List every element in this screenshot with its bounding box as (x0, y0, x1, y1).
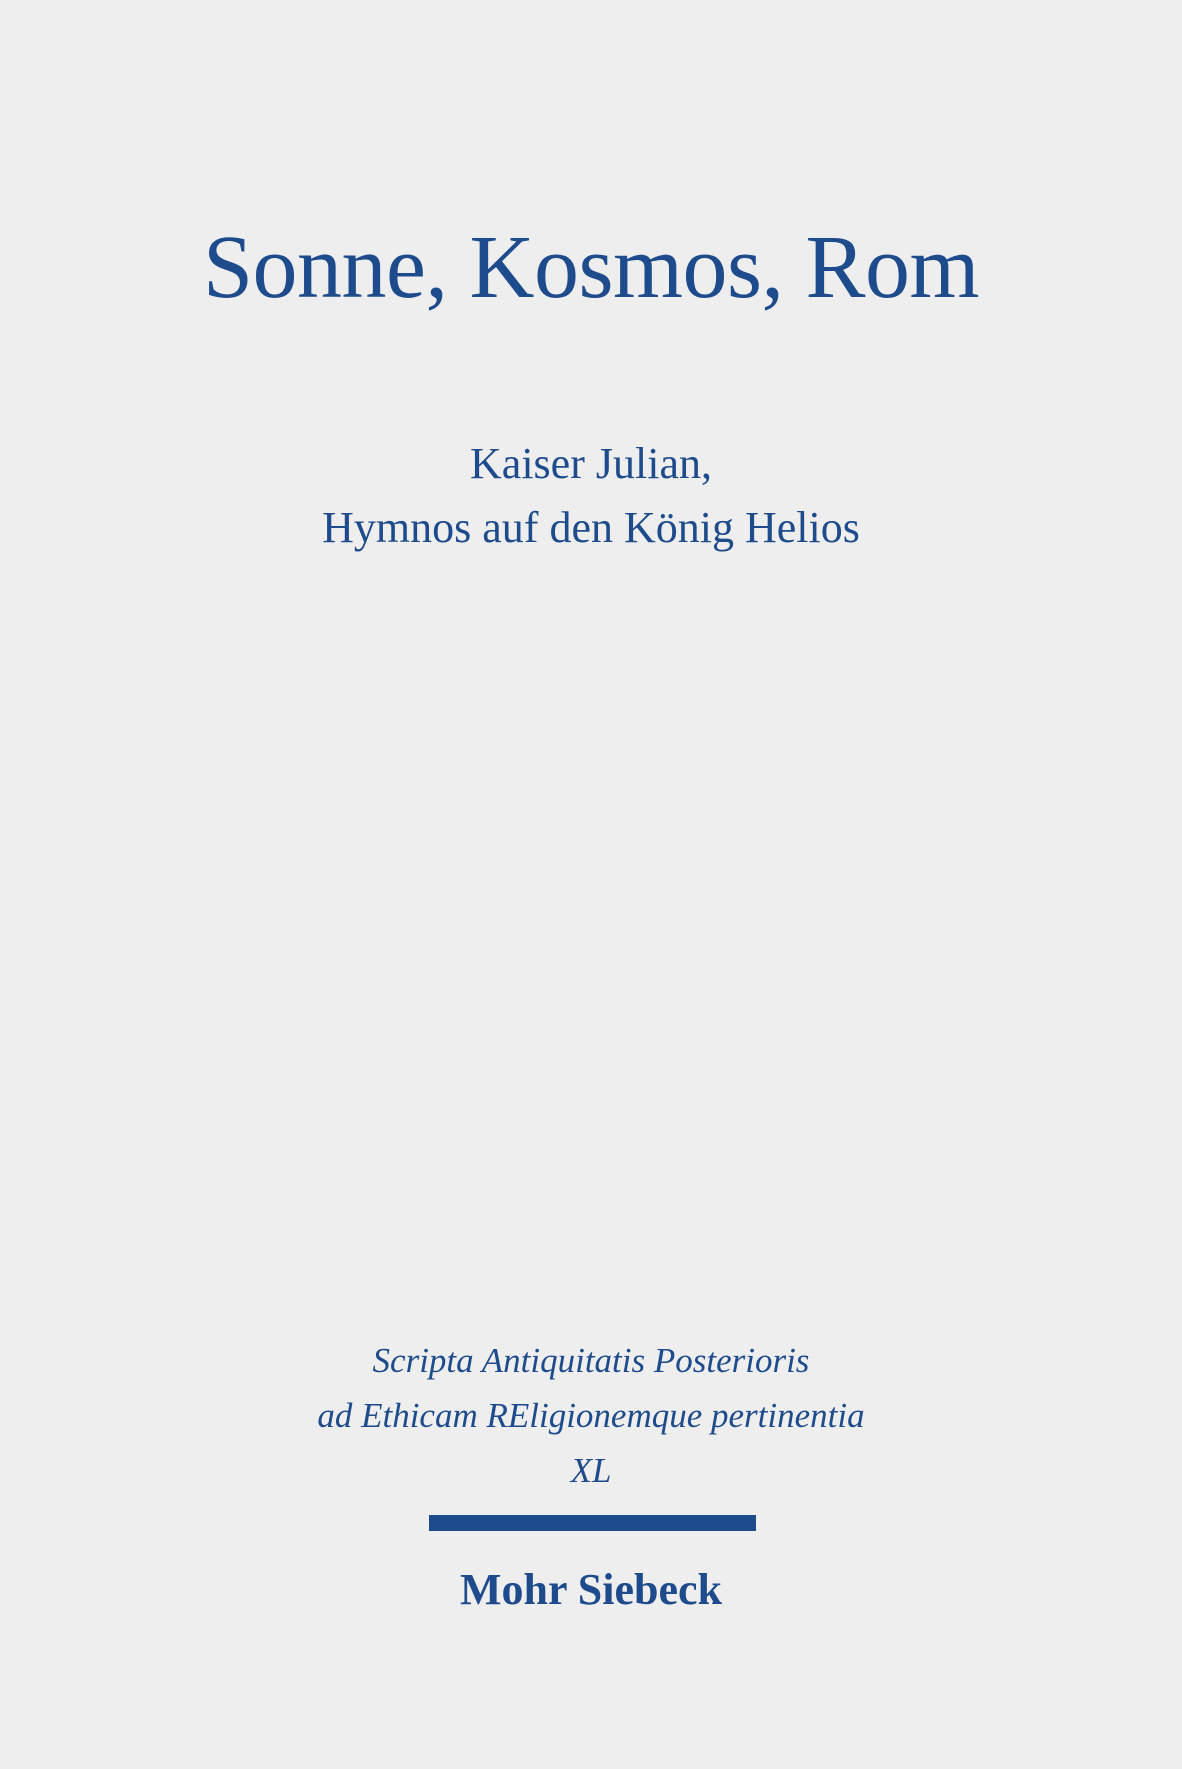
series-number: XL (570, 1451, 612, 1490)
book-subtitle (0, 432, 1182, 560)
subtitle-line-1: Kaiser Julian, (470, 439, 712, 488)
publisher-name: Mohr Siebeck (460, 1565, 722, 1614)
series-line-1: Scripta Antiquitatis Posterioris (372, 1341, 810, 1380)
series-name (0, 1333, 1182, 1498)
subtitle-line-2: Hymnos auf den König Helios (322, 503, 860, 552)
divider-rule (429, 1515, 756, 1531)
series-line-2: ad Ethicam REligionemque pertinentia (317, 1396, 865, 1435)
book-title: Sonne, Kosmos, Rom (202, 218, 980, 317)
